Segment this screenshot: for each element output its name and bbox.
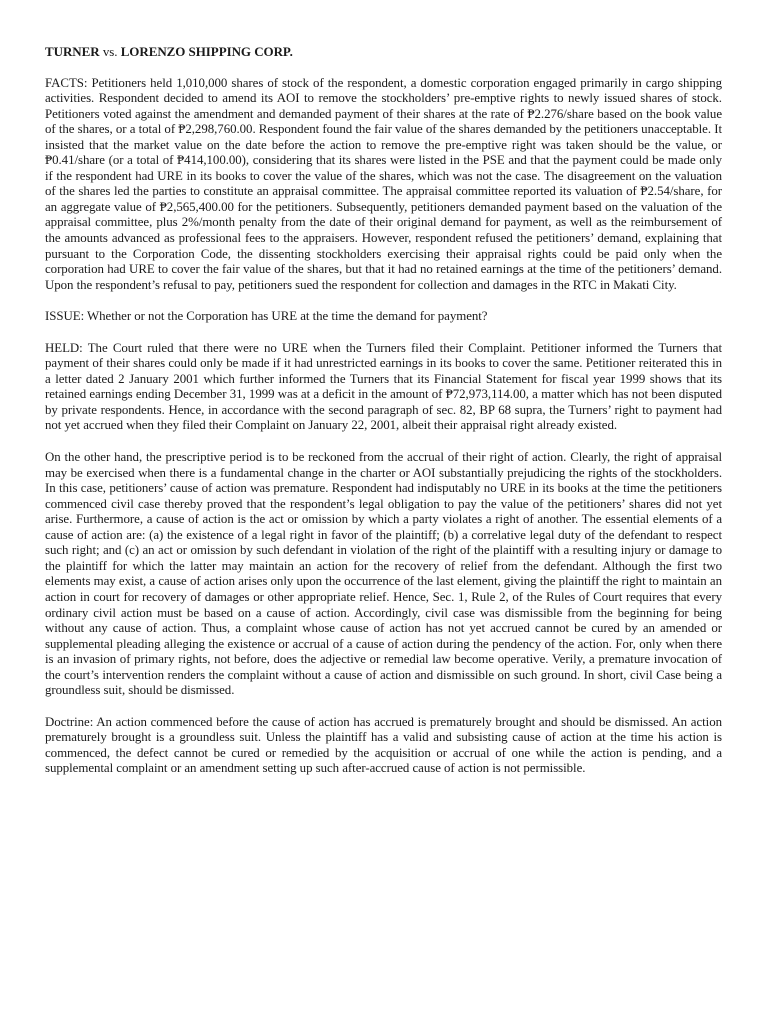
title-party1: TURNER (45, 44, 100, 59)
issue-paragraph: ISSUE: Whether or not the Corporation has URE at the time the demand for payment? (45, 309, 488, 324)
document-page (45, 44, 722, 793)
case-title (45, 44, 722, 60)
facts-paragraph: FACTS: Petitioners held 1,010,000 shares of stock of the respondent, a domestic corporation engaged primarily in cargo shipping activities. Respondent decided to amend its AOI to remove the stockholders’ pre-emptive rights to newly issued shares of stock. Petitioners voted against the amendment and demanded payment of their shares at the rate of ₱2.276/share based on the book value of the shares, or a total of ₱2,298,760.00. Respondent found the fair value of the shares demanded by the petitioners unacceptable. It insisted that the market value on the date before the action to remove the pre-emptive right was taken should be the value, or ₱0.41/share (or a total of ₱414,100.00), considering that its shares were listed in the PSE and that the payment could be made only if the respondent had URE in its books to cover the value of the shares, which was not the case. The disagreement on the valuation of the shares led the parties to constitute an appraisal committee. The appraisal committee reported its valuation of ₱2.54/share, for an aggregate value of ₱2,565,400.00 for the petitioners. Subsequently, petitioners demanded payment based on the valuation of the appraisal committee, plus 2%/month penalty from the date of their original demand for payment, as well as the reimbursement of the amounts advanced as professional fees to the appraisers. However, respondent refused the petitioners’ demand, explaining that pursuant to the Corporation Code, the dissenting stockholders exercising their appraisal rights could be paid only when the corporation had URE to cover the fair value of the shares, but that it had no retained earnings at the time of the petitioners’ demand. Upon the respondent’s refusal to pay, petitioners sued the respondent for collection and damages in the RTC in Makati City. (45, 75, 722, 292)
other-hand-paragraph: On the other hand, the prescriptive period is to be reckoned from the accrual of their right of action. Clearly, the right of appraisal may be exercised when there is a fundamental change in the charter or AOI substantially prejudicing the rights of the stockholders. In this case, petitioners’ cause of action was premature. Respondent had indisputably no URE in its books at the time the petitioners commenced civil case thereby proved that the respondent’s legal obligation to pay the value of the petitioners’ shares did not yet arise. Furthermore, a cause of action is the act or omission by which a party violates a right of another. The essential elements of a cause of action are: (a) the existence of a legal right in favor of the plaintiff; (b) a correlative legal duty of the defendant to respect such right; and (c) an act or omission by such defendant in violation of the right of the plaintiff with a resulting injury or damage to the plaintiff for which the latter may maintain an action for the recovery of relief from the defendant. Although the first two elements may exist, a cause of action arises only upon the occurrence of the last element, giving the plaintiff the right to maintain an action in court for recovery of damages or other appropriate relief. Hence, Sec. 1, Rule 2, of the Rules of Court requires that every ordinary civil action must be based on a cause of action. Accordingly, civil case was dismissible from the beginning for being without any cause of action. Thus, a complaint whose cause of action has not yet accrued cannot be cured by an amended or supplemental pleading alleging the existence or accrual of a cause of action during the pendency of the action. For, only when there is an invasion of primary rights, not before, does the adjective or remedial law become operative. Verily, a premature invocation of the court’s intervention renders the complaint without a cause of action and dismissible on such ground. In short, civil Case being a groundless suit, should be dismissed. (45, 450, 722, 698)
title-vs: vs. (102, 44, 118, 59)
held-paragraph: HELD: The Court ruled that there were no URE when the Turners filed their Complaint. Petitioner informed the Turners that payment of their shares could only be made if it had unrestricted earnings in its books to cover the same. Petitioner reiterated this in a letter dated 2 January 2001 which further informed the Turners that its Financial Statement for fiscal year 1999 shows that its retained earnings ending December 31, 1999 was at a deficit in the amount of ₱72,973,114.00, a matter which has not been disputed by private respondents. Hence, in accordance with the second paragraph of sec. 82, BP 68 supra, the Turners’ right to payment had not yet accrued when they filed their Complaint on January 22, 2001, albeit their appraisal right already existed. (45, 340, 722, 433)
doctrine-paragraph: Doctrine: An action commenced before the cause of action has accrued is prematurely brought and should be dismissed. An action prematurely brought is a groundless suit. Unless the plaintiff has a valid and subsisting cause of action at the time his action is commenced, the defect cannot be cured or remedied by the acquisition or accrual of one while the action is pending, and a supplemental complaint or an amendment setting up such after-accrued cause of action is not permissible. (45, 714, 722, 776)
title-party2: LORENZO SHIPPING CORP. (120, 44, 293, 59)
